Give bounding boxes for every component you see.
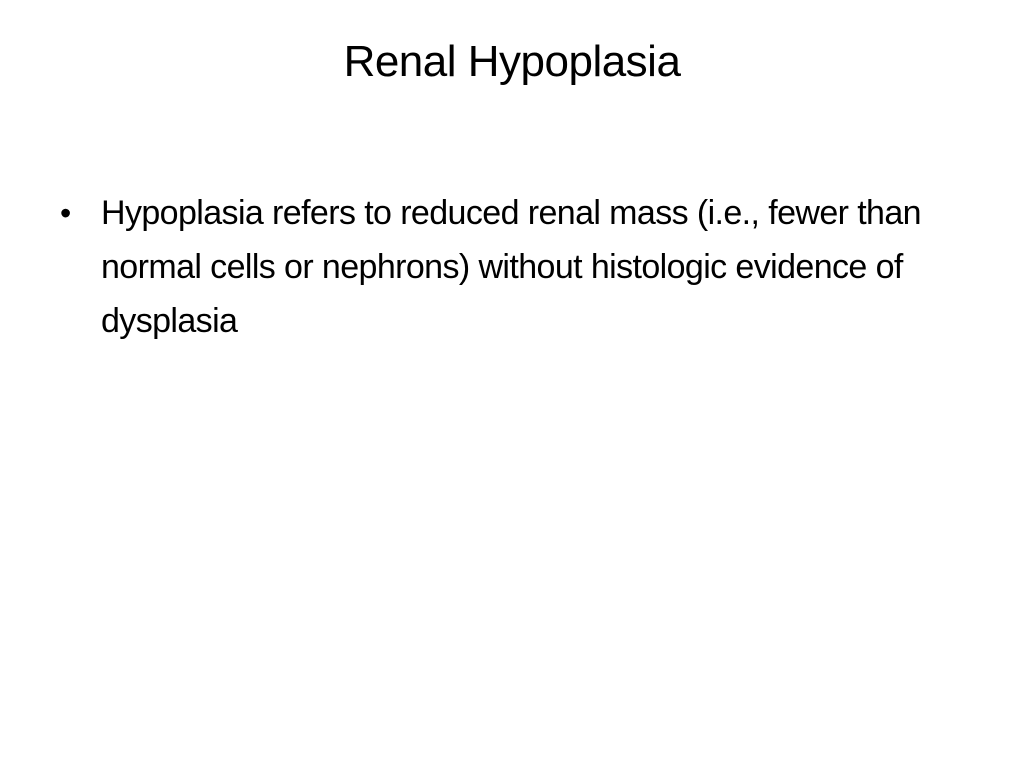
bullet-item xyxy=(60,186,960,348)
bullet-list xyxy=(60,186,960,348)
slide-title: Renal Hypoplasia xyxy=(343,37,681,86)
bullet-marker: • xyxy=(60,195,72,231)
bullet-text: Hypoplasia refers to reduced renal mass (i.e., fewer than normal cells or nephrons) without histologic evidence of dysplasia xyxy=(101,194,921,340)
